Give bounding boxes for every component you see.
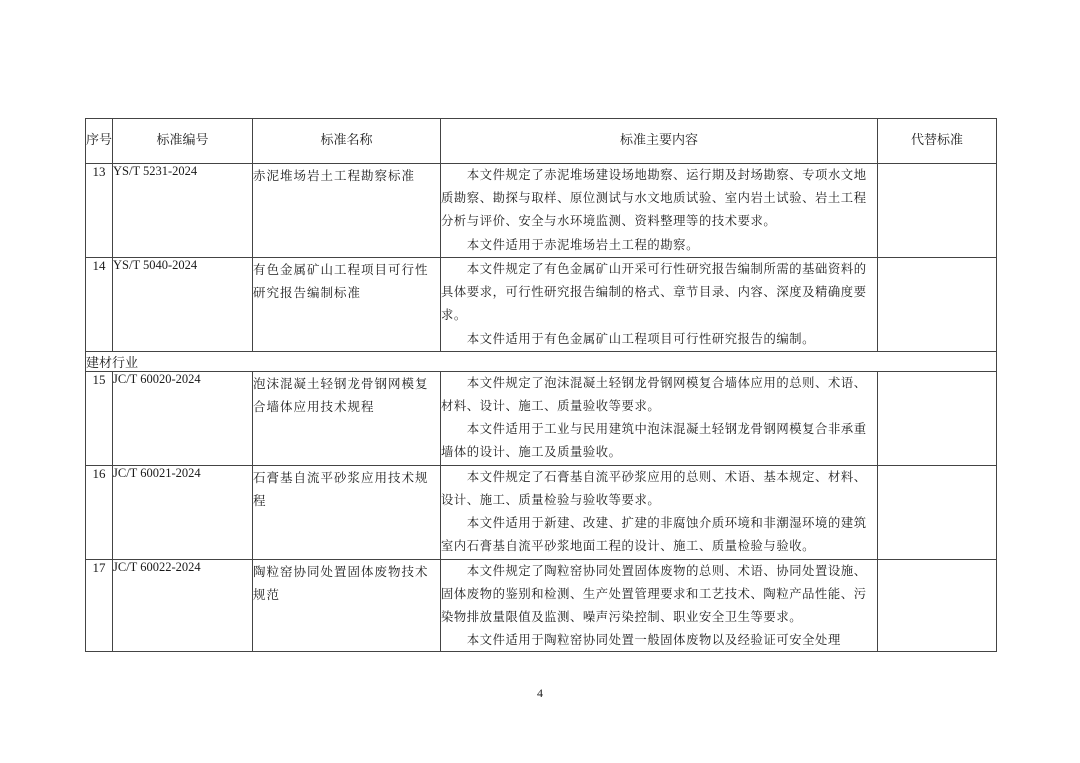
- row-content: [441, 465, 878, 559]
- content-paragraph: 本文件适用于陶粒窑协同处置一般固体废物以及经验证可安全处理: [466, 633, 841, 648]
- row-code: JC/T 60021-2024: [113, 465, 253, 559]
- table-row: [86, 164, 997, 258]
- row-replace: [878, 258, 997, 352]
- row-name: 赤泥堆场岩土工程勘察标准: [253, 164, 441, 258]
- row-content: [441, 164, 878, 258]
- row-name: 泡沫混凝土轻钢龙骨钢网模复合墙体应用技术规程: [253, 371, 441, 465]
- table-row: [86, 258, 997, 352]
- table-row: [86, 465, 997, 559]
- content-paragraph: 本文件规定了有色金属矿山开采可行性研究报告编制所需的基础资料的具体要求，可行性研究报告编制的格式、章节目录、内容、深度及精确度要求。: [441, 262, 867, 323]
- row-code: JC/T 60020-2024: [113, 371, 253, 465]
- content-paragraph: 本文件适用于赤泥堆场岩土工程的勘察。: [466, 237, 699, 252]
- content-paragraph: 本文件适用于有色金属矿山工程项目可行性研究报告的编制。: [466, 331, 816, 346]
- row-replace: [878, 164, 997, 258]
- row-content: [441, 258, 878, 352]
- row-name: 有色金属矿山工程项目可行性研究报告编制标准: [253, 258, 441, 352]
- standards-table: [85, 118, 997, 652]
- content-paragraph: 本文件适用于工业与民用建筑中泡沫混凝土轻钢龙骨钢网模复合非承重墙体的设计、施工及质量验收。: [441, 422, 867, 460]
- content-paragraph: 本文件规定了赤泥堆场建设场地勘察、运行期及封场勘察、专项水文地质勘察、勘探与取样、原位测试与水文地质试验、室内岩土试验、岩土工程分析与评价、安全与水环境监测、资料整理等的技术要求。: [441, 168, 867, 229]
- row-replace: [878, 559, 997, 651]
- row-seq: 17: [86, 559, 113, 651]
- header-name: 标准名称: [253, 119, 441, 164]
- table-header-row: [86, 119, 997, 164]
- header-content: 标准主要内容: [441, 119, 878, 164]
- row-code: JC/T 60022-2024: [113, 559, 253, 651]
- row-seq: 14: [86, 258, 113, 352]
- content-paragraph: 本文件适用于新建、改建、扩建的非腐蚀介质环境和非潮湿环境的建筑室内石膏基自流平砂浆地面工程的设计、施工、质量检验与验收。: [441, 516, 867, 554]
- row-name: 陶粒窑协同处置固体废物技术规范: [253, 559, 441, 651]
- header-seq: 序号: [86, 119, 113, 164]
- row-code: YS/T 5040-2024: [113, 258, 253, 352]
- table-row: [86, 371, 997, 465]
- header-code: 标准编号: [113, 119, 253, 164]
- row-content: [441, 371, 878, 465]
- industry-row: [86, 351, 997, 371]
- row-seq: 15: [86, 371, 113, 465]
- row-replace: [878, 465, 997, 559]
- industry-label: 建材行业: [86, 351, 997, 371]
- table-row: [86, 559, 997, 651]
- row-replace: [878, 371, 997, 465]
- header-replace: 代替标准: [878, 119, 997, 164]
- page-number: 4: [537, 686, 543, 700]
- content-paragraph: 本文件规定了石膏基自流平砂浆应用的总则、术语、基本规定、材料、设计、施工、质量检验与验收等要求。: [441, 469, 867, 507]
- row-seq: 13: [86, 164, 113, 258]
- row-name: 石膏基自流平砂浆应用技术规程: [253, 465, 441, 559]
- content-paragraph: 本文件规定了泡沫混凝土轻钢龙骨钢网模复合墙体应用的总则、术语、材料、设计、施工、质量验收等要求。: [441, 375, 867, 414]
- row-code: YS/T 5231-2024: [113, 164, 253, 258]
- row-content: [441, 559, 878, 651]
- content-paragraph: 本文件规定了陶粒窑协同处置固体废物的总则、术语、协同处置设施、固体废物的鉴别和检测、生产处置管理要求和工艺技术、陶粒产品性能、污染物排放量限值及监测、噪声污染控制、职业安全卫生等要求。: [441, 563, 867, 625]
- row-seq: 16: [86, 465, 113, 559]
